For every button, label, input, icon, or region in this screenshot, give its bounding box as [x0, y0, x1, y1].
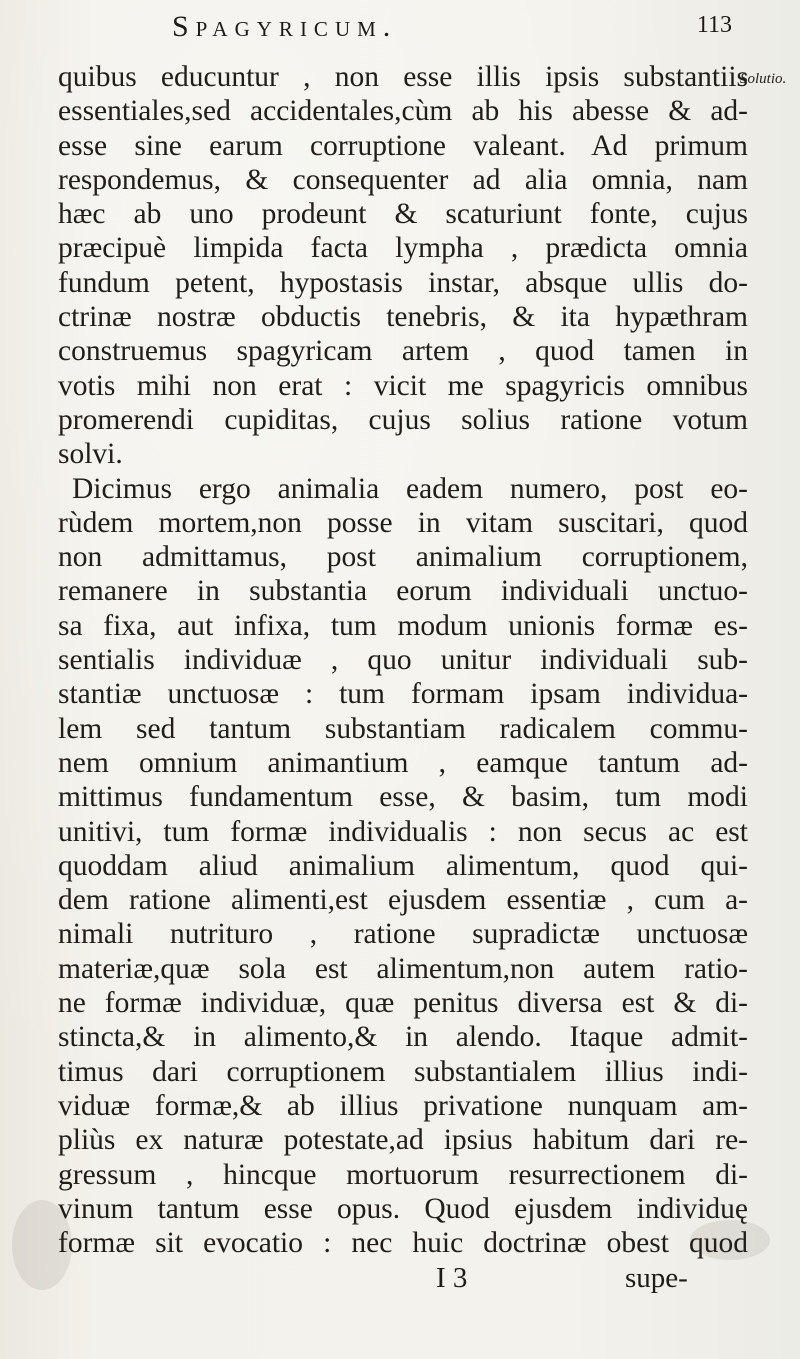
text-line: construemus spagyricam artem , quod tamen in	[58, 335, 748, 368]
text-line: stincta,& in alimento,& in alendo. Itaque admit-	[58, 1021, 748, 1054]
text-line: respondemus, & consequenter ad alia omnia, nam	[58, 163, 748, 196]
text-line: dem ratione alimenti,est ejusdem essentiæ , cum a-	[58, 884, 748, 917]
text-line: nimali nutrituro , ratione supradictæ unctuosæ	[58, 918, 748, 951]
text-line: mittimus fundamentum esse, & basim, tum modi	[58, 781, 748, 814]
catchword: supe-	[625, 1262, 688, 1294]
text-line: quibus educuntur , non esse illis ipsis substantiis	[58, 61, 748, 93]
text-line: pliùs ex naturæ potestate,ad ipsius habitum dari re-	[58, 1124, 748, 1157]
signature-mark: I 3	[436, 1262, 468, 1294]
running-head	[172, 10, 732, 54]
text-line: timus dari corruptionem substantialem illius indi-	[58, 1055, 748, 1088]
text-line: non admittamus, post animalium corruptionem,	[58, 541, 748, 574]
text-line: esse sine earum corruptione valeant. Ad primum	[58, 129, 748, 162]
text-line: formæ sit evocatio : nec huic doctrinæ obest quod	[58, 1227, 748, 1260]
footer-line	[420, 1262, 720, 1296]
page-number: 113	[696, 12, 732, 38]
text-line: promerendi cupiditas, cujus solius ratione votum	[58, 403, 748, 436]
text-line: nem omnium animantium , eamque tantum ad-	[58, 746, 748, 779]
text-line: unitivi, tum formæ individualis : non secus ac est	[58, 815, 748, 848]
margin-note: Solutio.	[740, 71, 787, 87]
text-line: fundum petent, hypostasis instar, absque ullis do-	[58, 266, 748, 299]
text-line: viduæ formæ,& ab illius privatione nunquam am-	[58, 1089, 748, 1122]
text-line: sa fixa, aut infixa, tum modum unionis formæ es-	[58, 609, 748, 642]
text-line: Dicimus ergo animalia eadem numero, post eo-	[72, 472, 748, 505]
text-line: vinum tantum esse opus. Quod ejusdem individuę	[58, 1192, 748, 1225]
text-line: votis mihi non erat : vicit me spagyricis omnibus	[58, 369, 748, 402]
text-line: quoddam aliud animalium alimentum, quod qui-	[58, 849, 748, 882]
text-line: lem sed tantum substantiam radicalem commu-	[58, 712, 748, 745]
body-text	[58, 60, 748, 1260]
text-line: præcipuè limpida facta lympha , prædicta omnia	[58, 232, 748, 265]
text-line: ne formæ individuæ, quæ penitus diversa est & di-	[58, 987, 748, 1020]
text-line: sentialis individuæ , quo unitur individuali sub-	[58, 644, 748, 677]
text-line: materiæ,quæ sola est alimentum,non autem ratio-	[58, 952, 748, 985]
text-line: essentiales,sed accidentales,cùm ab his abesse & ad-	[58, 95, 748, 128]
text-line: hæc ab uno prodeunt & scaturiunt fonte, cujus	[58, 198, 748, 231]
text-line: gressum , hincque mortuorum resurrectionem di-	[58, 1158, 748, 1191]
text-line: remanere in substantia eorum individuali unctuo-	[58, 575, 748, 608]
text-line: solvi.	[58, 438, 123, 471]
running-title: Spagyricum.	[172, 10, 398, 43]
text-line: rùdem mortem,non posse in vitam suscitari, quod	[58, 506, 748, 539]
text-line: ctrinæ nostræ obductis tenebris, & ita hypæthram	[58, 301, 748, 334]
text-line: stantiæ unctuosæ : tum formam ipsam individua-	[58, 678, 748, 711]
